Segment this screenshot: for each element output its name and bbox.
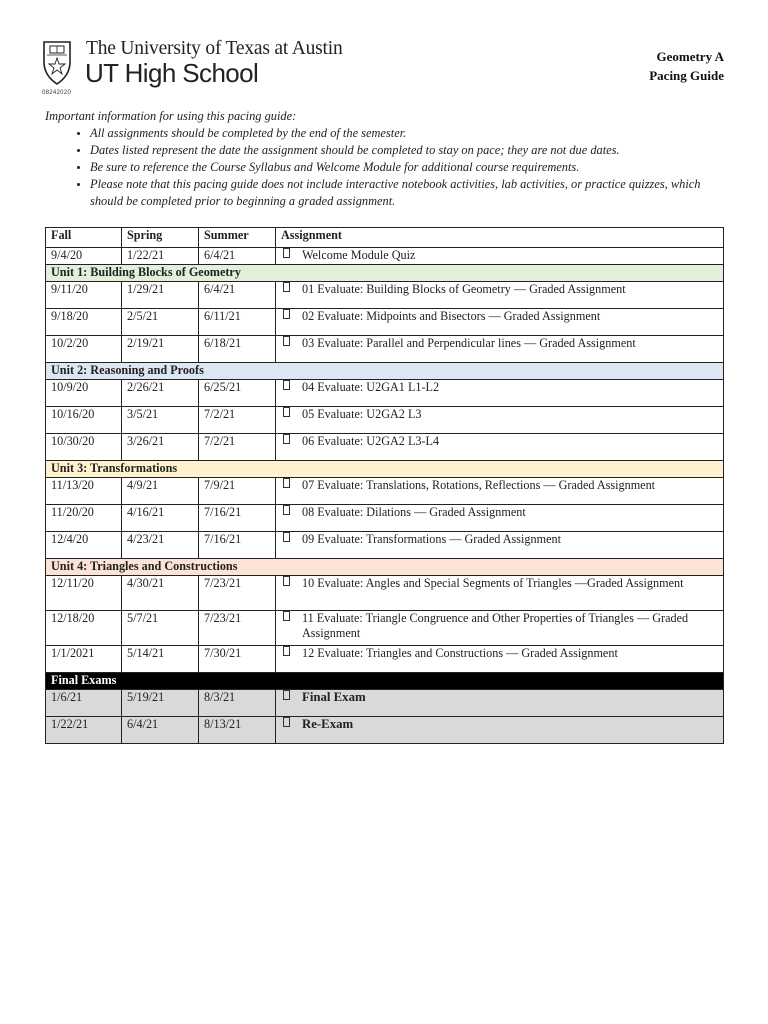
spring-date: 6/4/21 [122,717,199,744]
assignment-label: 07 Evaluate: Translations, Rotations, Reflections — Graded Assignment [302,478,656,492]
notes-list [45,125,725,210]
assignment-label: 09 Evaluate: Transformations — Graded Assignment [302,532,561,546]
header-fall: Fall [46,228,122,248]
assignment-label: 08 Evaluate: Dilations — Graded Assignment [302,505,526,519]
table-row [46,532,724,559]
document-title [649,47,724,85]
checkbox[interactable] [283,407,290,417]
summer-date: 7/9/21 [199,478,276,505]
guide-title: Pacing Guide [649,68,724,83]
unit-header-row [46,265,724,282]
assignment-cell [276,717,724,744]
assignment-cell [276,646,724,673]
unit-title: Unit 2: Reasoning and Proofs [46,363,724,380]
table-row [46,478,724,505]
assignment-label: 02 Evaluate: Midpoints and Bisectors — Graded Assignment [302,309,601,323]
page-header [40,38,728,102]
ut-seal-icon [42,40,72,86]
fall-date: 10/16/20 [46,407,122,434]
table-row [46,505,724,532]
assignment-cell [276,248,724,265]
assignment-cell [276,532,724,559]
fall-date: 1/6/21 [46,690,122,717]
checkbox[interactable] [283,611,290,621]
spring-date: 1/22/21 [122,248,199,265]
table-row [46,248,724,265]
table-row [46,282,724,309]
note-item: • All assignments should be completed by the end of the semester. [90,125,725,142]
unit-header-row [46,559,724,576]
pacing-table [45,227,724,744]
assignment-label: Re-Exam [302,717,354,731]
assignment-cell [276,309,724,336]
final-exams-title: Final Exams [46,673,724,690]
summer-date: 8/3/21 [199,690,276,717]
summer-date: 7/23/21 [199,576,276,611]
spring-date: 1/29/21 [122,282,199,309]
unit-title: Unit 4: Triangles and Constructions [46,559,724,576]
table-row [46,611,724,646]
spring-date: 2/26/21 [122,380,199,407]
spring-date: 2/5/21 [122,309,199,336]
spring-date: 4/16/21 [122,505,199,532]
checkbox[interactable] [283,690,290,700]
table-row [46,690,724,717]
checkbox[interactable] [283,309,290,319]
spring-date: 4/30/21 [122,576,199,611]
fall-date: 10/2/20 [46,336,122,363]
notes-intro: Important information for using this pacing guide: [45,109,297,123]
table-row [46,380,724,407]
unit-header-row [46,461,724,478]
table-row [46,646,724,673]
important-notes [45,108,725,210]
spring-date: 3/26/21 [122,434,199,461]
checkbox[interactable] [283,505,290,515]
assignment-label: 11 Evaluate: Triangle Congruence and Other Properties of Triangles — Graded Assignment [302,611,689,640]
fall-date: 12/4/20 [46,532,122,559]
assignment-cell [276,478,724,505]
spring-date: 5/14/21 [122,646,199,673]
table-header-row [46,228,724,248]
summer-date: 6/11/21 [199,309,276,336]
fall-date: 1/1/2021 [46,646,122,673]
table-row [46,576,724,611]
spring-date: 3/5/21 [122,407,199,434]
summer-date: 7/30/21 [199,646,276,673]
assignment-cell [276,336,724,363]
checkbox[interactable] [283,646,290,656]
unit-header-row [46,363,724,380]
unit-title: Unit 1: Building Blocks of Geometry [46,265,724,282]
note-item: • Please note that this pacing guide does not include interactive notebook activities, lab activities, or practice quizzes, which should be completed prior to beginning a graded assignment. [90,176,725,210]
spring-date: 4/9/21 [122,478,199,505]
assignment-label: 05 Evaluate: U2GA2 L3 [302,407,422,421]
summer-date: 8/13/21 [199,717,276,744]
fall-date: 9/11/20 [46,282,122,309]
assignment-label: 10 Evaluate: Angles and Special Segments of Triangles —Graded Assignment [302,576,684,590]
unit-title: Unit 3: Transformations [46,461,724,478]
assignment-cell [276,407,724,434]
assignment-cell [276,576,724,611]
seal-code: 08242020 [42,90,72,96]
assignment-label: 04 Evaluate: U2GA1 L1-L2 [302,380,440,394]
fall-date: 10/30/20 [46,434,122,461]
spring-date: 2/19/21 [122,336,199,363]
fall-date: 11/20/20 [46,505,122,532]
checkbox[interactable] [283,282,290,292]
summer-date: 7/2/21 [199,407,276,434]
fall-date: 10/9/20 [46,380,122,407]
school-name: UT High School [85,58,259,88]
note-item: • Dates listed represent the date the assignment should be completed to stay on pace; they are not due dates. [90,142,725,159]
checkbox[interactable] [283,336,290,346]
summer-date: 7/16/21 [199,505,276,532]
note-item: • Be sure to reference the Course Syllabus and Welcome Module for additional course requirements. [90,159,725,176]
summer-date: 6/4/21 [199,248,276,265]
summer-date: 6/4/21 [199,282,276,309]
summer-date: 7/16/21 [199,532,276,559]
fall-date: 12/18/20 [46,611,122,646]
assignment-cell [276,282,724,309]
fall-date: 11/13/20 [46,478,122,505]
assignment-label: 06 Evaluate: U2GA2 L3-L4 [302,434,440,448]
fall-date: 1/22/21 [46,717,122,744]
assignment-label: 03 Evaluate: Parallel and Perpendicular lines — Graded Assignment [302,336,636,350]
checkbox[interactable] [283,434,290,444]
fall-date: 9/18/20 [46,309,122,336]
assignment-cell [276,505,724,532]
summer-date: 7/2/21 [199,434,276,461]
assignment-label: 12 Evaluate: Triangles and Constructions — Graded Assignment [302,646,618,660]
checkbox[interactable] [283,248,290,258]
assignment-cell [276,434,724,461]
checkbox[interactable] [283,478,290,488]
assignment-label: Welcome Module Quiz [302,248,416,262]
header-spring: Spring [122,228,199,248]
spring-date: 5/19/21 [122,690,199,717]
summer-date: 6/18/21 [199,336,276,363]
checkbox[interactable] [283,576,290,586]
assignment-cell [276,690,724,717]
checkbox[interactable] [283,380,290,390]
assignment-cell [276,611,724,646]
header-summer: Summer [199,228,276,248]
summer-date: 6/25/21 [199,380,276,407]
checkbox[interactable] [283,717,290,727]
university-name: The University of Texas at Austin [86,38,343,59]
table-row [46,309,724,336]
table-row [46,434,724,461]
header-assignment: Assignment [276,228,724,248]
fall-date: 9/4/20 [46,248,122,265]
fall-date: 12/11/20 [46,576,122,611]
summer-date: 7/23/21 [199,611,276,646]
checkbox[interactable] [283,532,290,542]
table-row [46,717,724,744]
spring-date: 4/23/21 [122,532,199,559]
spring-date: 5/7/21 [122,611,199,646]
table-row [46,336,724,363]
table-row [46,407,724,434]
assignment-label: 01 Evaluate: Building Blocks of Geometry — Graded Assignment [302,282,626,296]
final-exams-header-row [46,673,724,690]
assignment-cell [276,380,724,407]
assignment-label: Final Exam [302,690,366,704]
course-title: Geometry A [656,49,724,64]
